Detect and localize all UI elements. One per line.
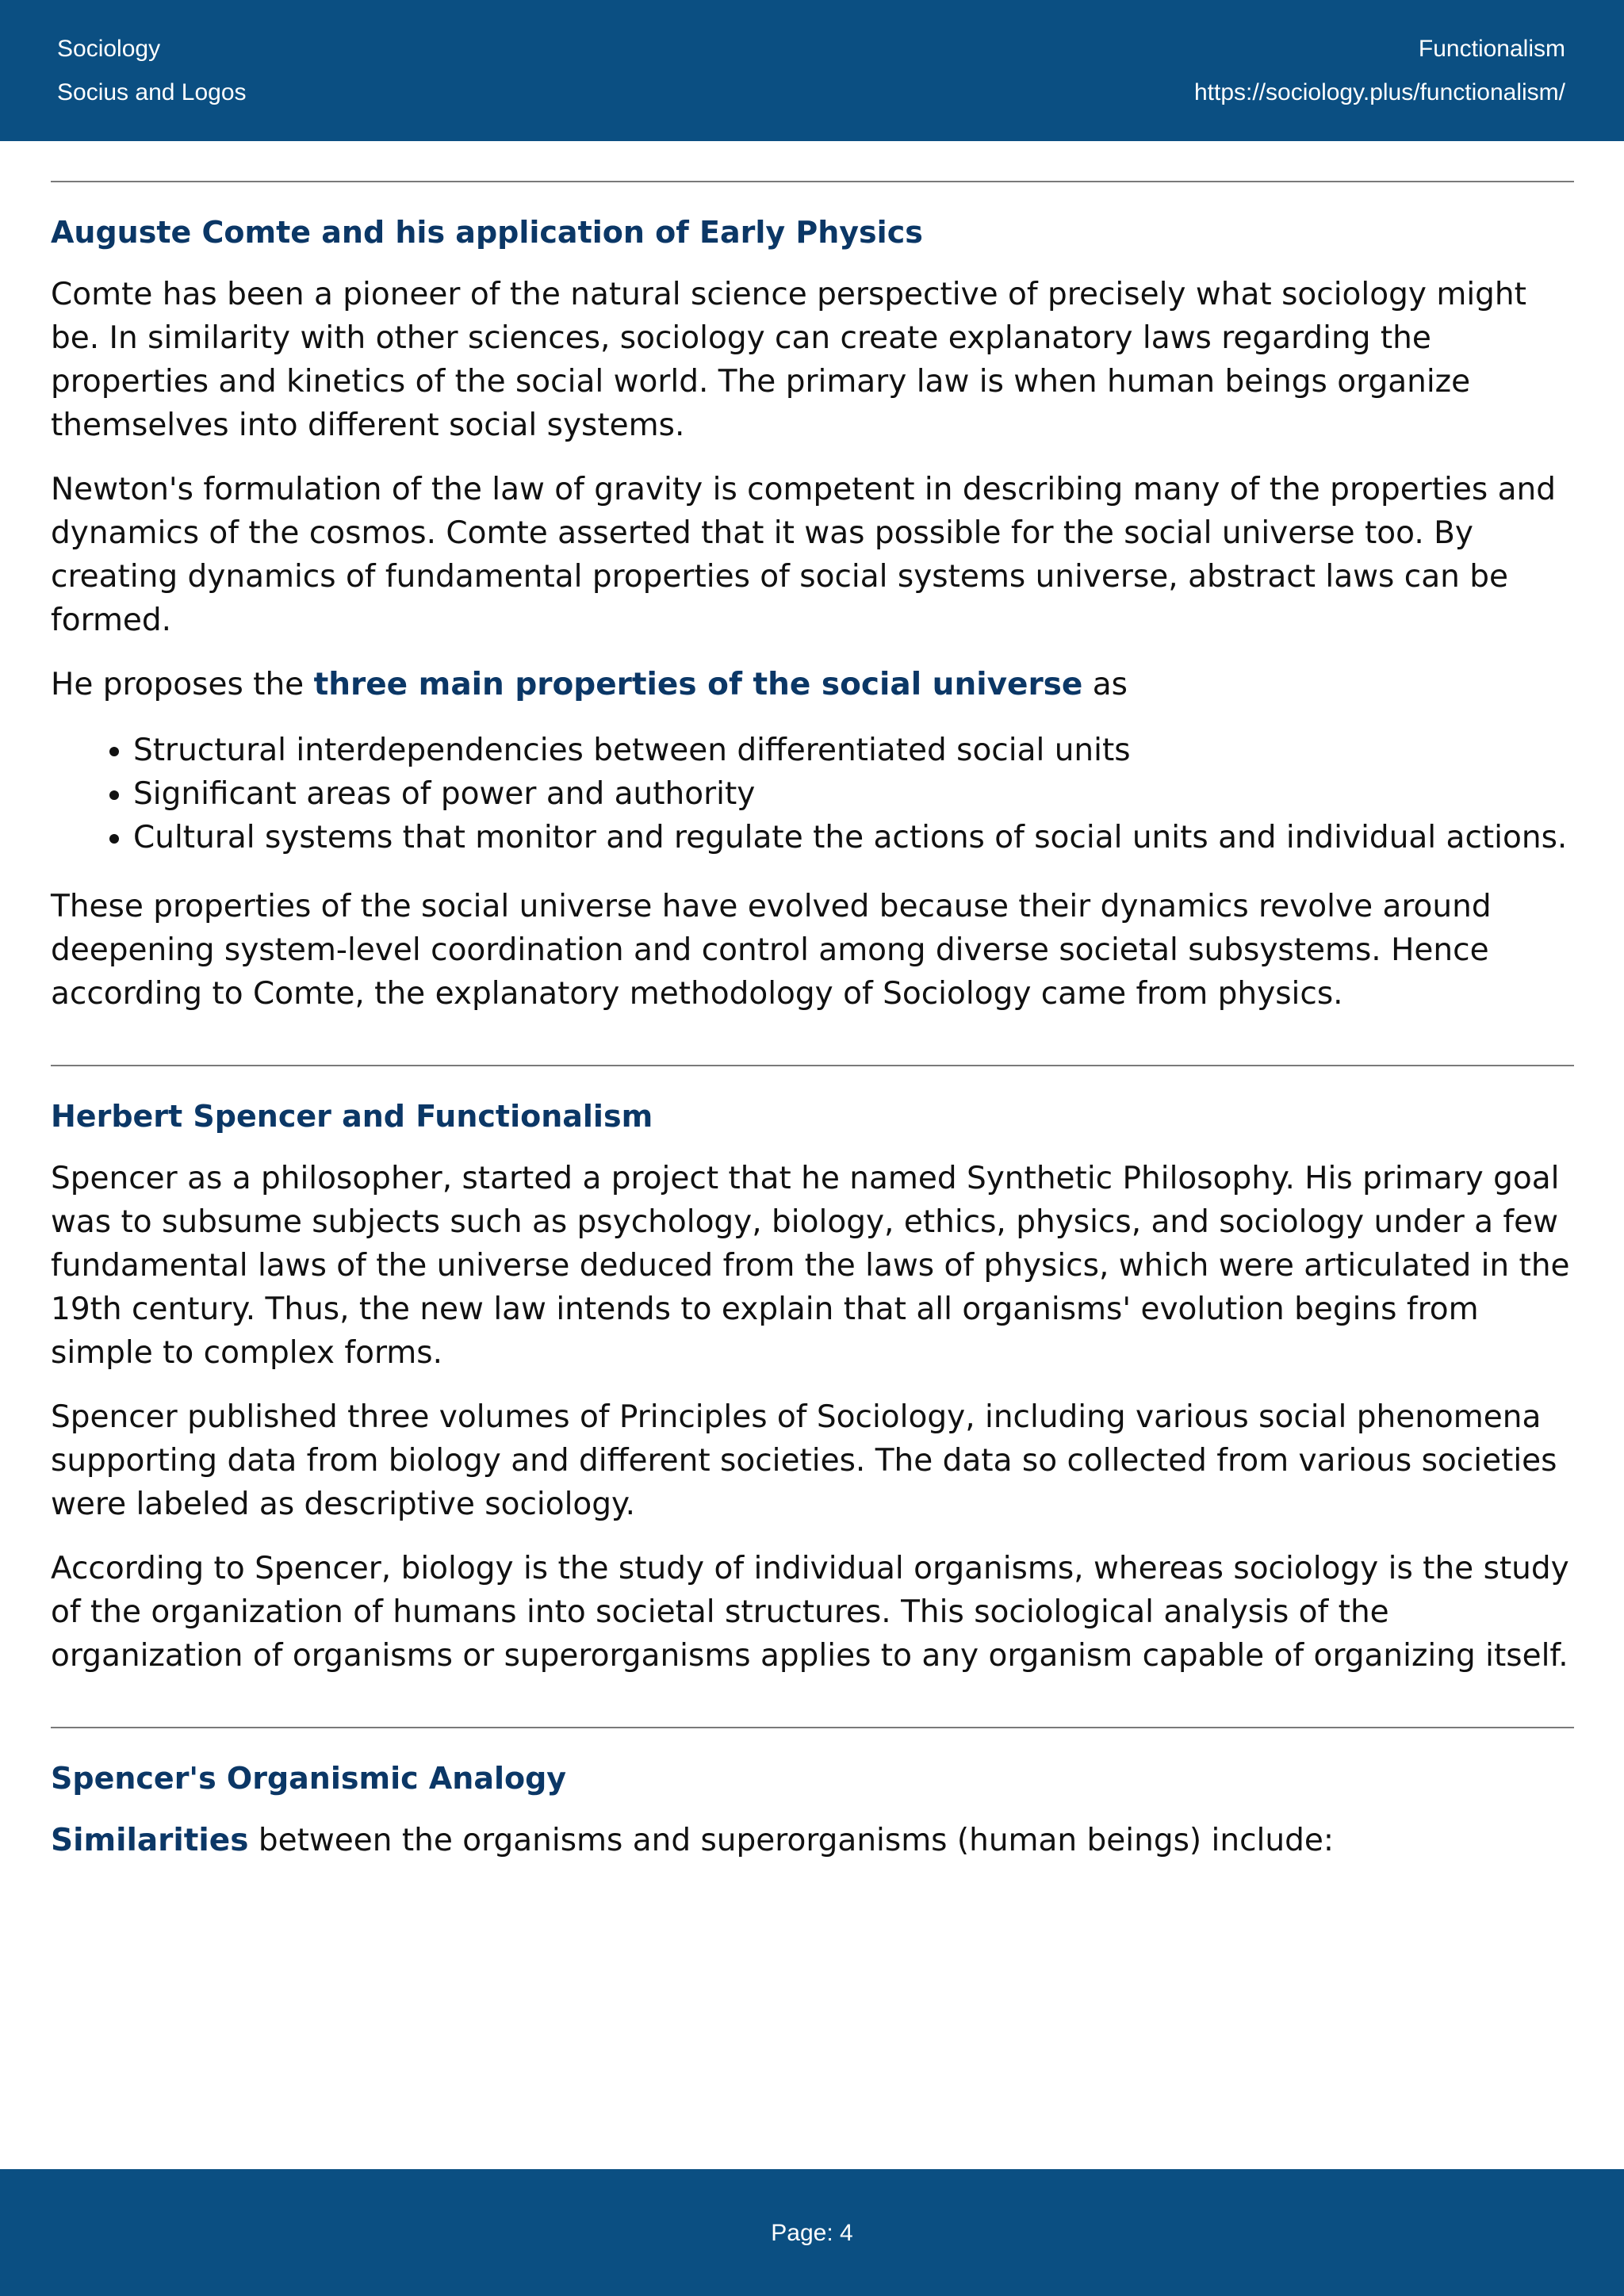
paragraph: According to Spencer, biology is the study of individual organisms, whereas sociology is the study of the organization of humans into societal structures. This sociological analysis of the organization of organisms or superorganisms applies to any organism capable of organizing itself. bbox=[51, 1551, 1569, 1674]
paragraph: Spencer published three volumes of Principles of Sociology, including various social phenomena supporting data from biology and different societies. The data so collected from various societies were labeled as descriptive sociology. bbox=[51, 1399, 1557, 1522]
section-heading: Spencer's Organismic Analogy bbox=[51, 1761, 567, 1796]
list-item: • Significant areas of power and authority bbox=[133, 772, 1574, 816]
paragraph: These properties of the social universe have evolved because their dynamics revolve around deepening system-level coordination and control among diverse societal subsystems. Hence according to Comte, the explanatory methodology of Sociology came from physics. bbox=[51, 889, 1492, 1012]
section-divider bbox=[51, 1727, 1574, 1728]
section-organismic-analogy bbox=[51, 1760, 1574, 1862]
section-divider bbox=[51, 181, 1574, 182]
document-body bbox=[51, 181, 1574, 1883]
highlighted-phrase: three main properties of the social universe bbox=[313, 667, 1083, 702]
paragraph-text: He proposes the bbox=[51, 667, 314, 702]
highlighted-phrase: Similarities bbox=[51, 1823, 249, 1858]
header-topic: Functionalism bbox=[1418, 36, 1565, 62]
section-heading: Herbert Spencer and Functionalism bbox=[51, 1099, 653, 1134]
paragraph: Spencer as a philosopher, started a project that he named Synthetic Philosophy. His primary goal was to subsume subjects such as psychology, biology, ethics, physics, and sociology under a few fundamental laws of the universe deduced from the laws of physics, which were articulated in the 19th century. Thus, the new law intends to explain that all organisms' evolution begins from simple to complex forms. bbox=[51, 1161, 1570, 1371]
header-url[interactable]: https://sociology.plus/functionalism/ bbox=[1193, 79, 1565, 105]
paragraph: Comte has been a pioneer of the natural science perspective of precisely what sociology might be. In similarity with other sciences, sociology can create explanatory laws regarding the properties and kinetics of the social world. The primary law is when human beings organize themselves into different social systems. bbox=[51, 277, 1526, 443]
page-header bbox=[0, 0, 1624, 141]
properties-list bbox=[51, 729, 1574, 859]
paragraph bbox=[51, 663, 1574, 706]
list-item: • Structural interdependencies between differentiated social units bbox=[133, 729, 1574, 772]
paragraph-text: between the organisms and superorganisms (human beings) include: bbox=[248, 1823, 1334, 1858]
paragraph-text: as bbox=[1082, 667, 1128, 702]
section-divider bbox=[51, 1065, 1574, 1066]
header-site-name: Socius and Logos bbox=[57, 79, 247, 105]
paragraph: Newton's formulation of the law of gravity is competent in describing many of the properties and dynamics of the cosmos. Comte asserted that it was possible for the social universe too. By creating dynamics of fundamental properties of social systems universe, abstract laws can be formed. bbox=[51, 472, 1556, 638]
section-heading: Auguste Comte and his application of Early Physics bbox=[51, 215, 923, 250]
list-item: • Cultural systems that monitor and regulate the actions of social units and individual actions. bbox=[133, 816, 1574, 859]
section-spencer bbox=[51, 1098, 1574, 1678]
page-number: Page: 4 bbox=[771, 2220, 853, 2246]
header-subject: Sociology bbox=[57, 36, 161, 62]
section-comte bbox=[51, 214, 1574, 1016]
paragraph bbox=[51, 1819, 1574, 1862]
